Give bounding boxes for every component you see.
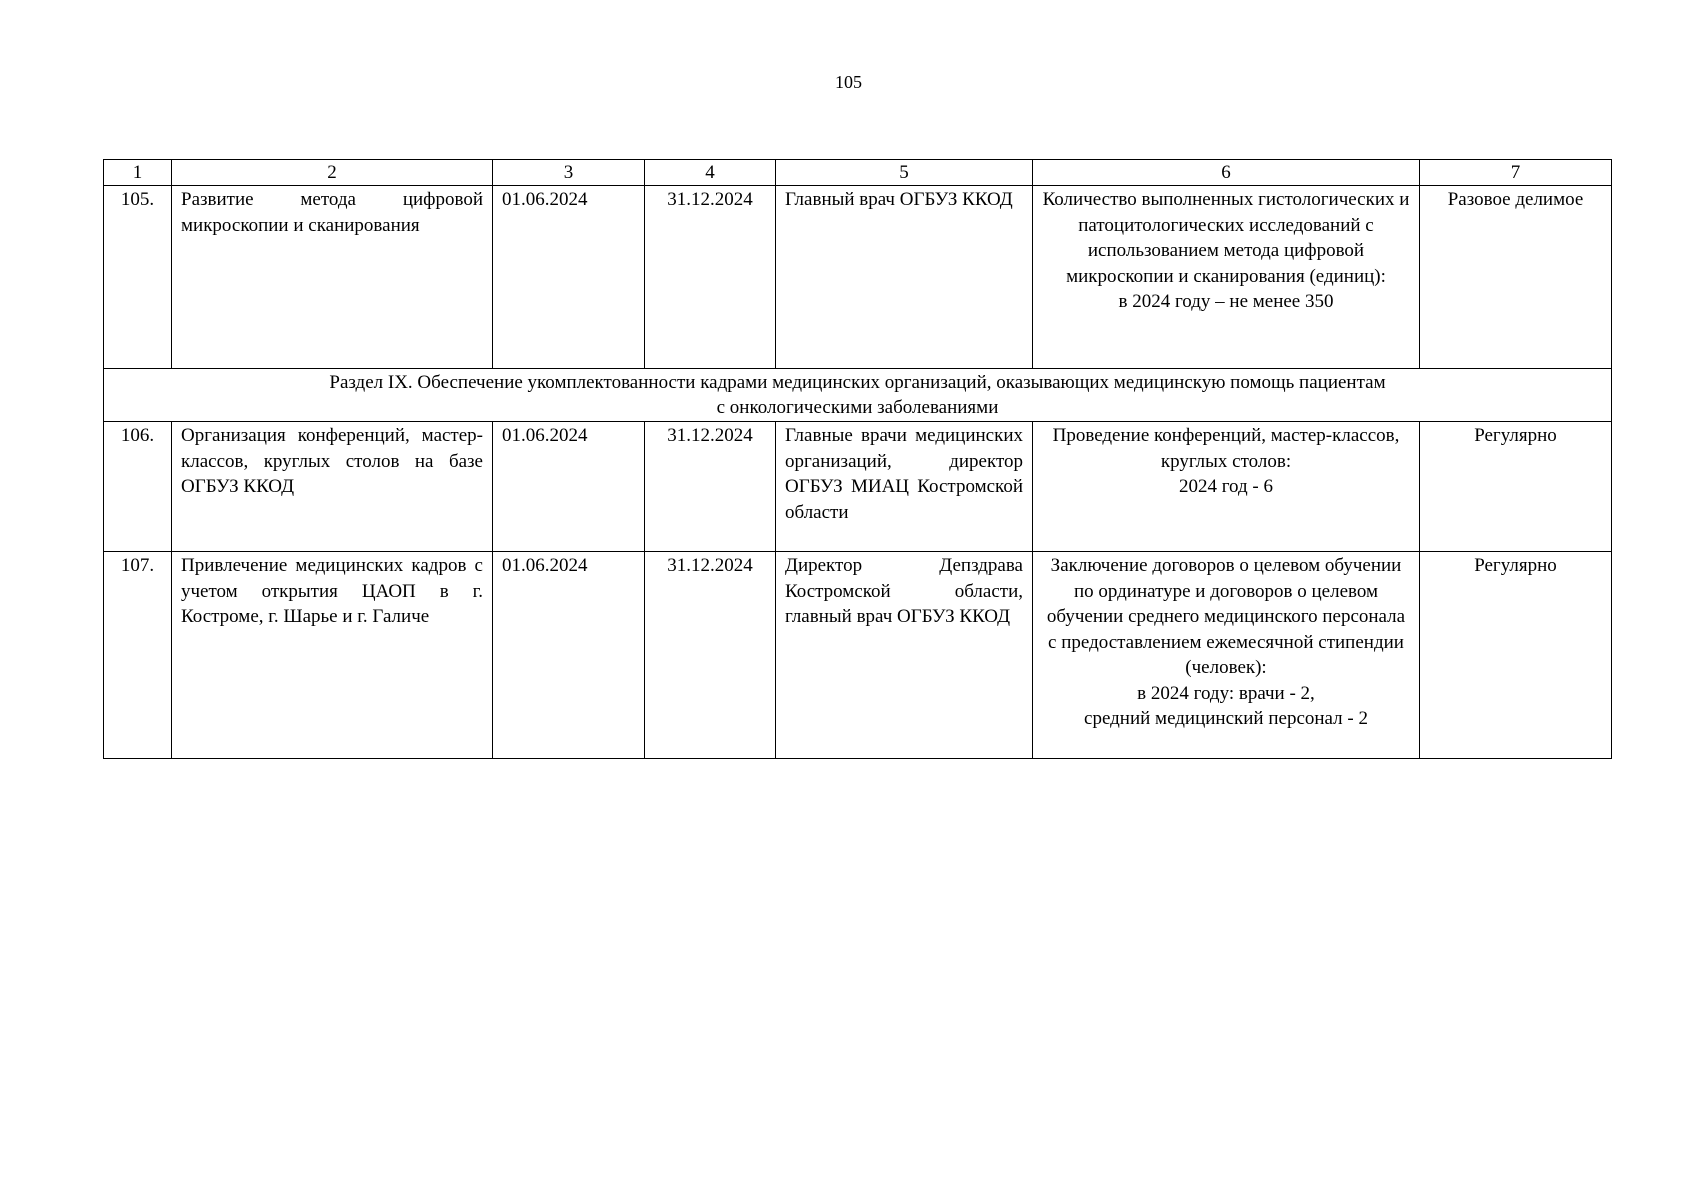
activity-cell: Привлечение медицинских кадров с учетом открытия ЦАОП в г. Костроме, г. Шарье и г. Галиче: [172, 552, 493, 759]
periodicity-cell: Разовое делимое: [1420, 186, 1612, 369]
indicator-text: Заключение договоров о целевом обучении по ординатуре и договоров о целевом обучении среднего медицинского персонала с предоставлением ежемесячной стипендии (человек):: [1046, 555, 1406, 678]
indicator-value: 2024 год - 6: [1178, 476, 1274, 497]
page-number: 105: [835, 72, 862, 92]
responsible-cell: Директор Депздрава Костромской области, главный врач ОГБУЗ ККОД: [776, 552, 1033, 759]
row-number: 105.: [104, 186, 172, 369]
section-heading: [104, 369, 1612, 422]
end-date-cell: 31.12.2024: [645, 422, 776, 552]
column-number-row: [104, 160, 1612, 186]
periodicity-cell: Регулярно: [1420, 552, 1612, 759]
column-number: 4: [645, 160, 776, 186]
table-row: [104, 552, 1612, 759]
column-number: 1: [104, 160, 172, 186]
indicator-cell: [1033, 552, 1420, 759]
indicator-value: в 2024 году – не менее 350: [1118, 291, 1334, 312]
start-date-cell: 01.06.2024: [493, 422, 645, 552]
column-number: 6: [1033, 160, 1420, 186]
activity-cell: Организация конференций, мастер-классов, круглых столов на базе ОГБУЗ ККОД: [172, 422, 493, 552]
action-plan-table: [103, 159, 1612, 759]
end-date-cell: 31.12.2024: [645, 186, 776, 369]
table-row: [104, 422, 1612, 552]
responsible-cell: Главные врачи медицинских организаций, директор ОГБУЗ МИАЦ Костромской области: [776, 422, 1033, 552]
section-heading-row: [104, 369, 1612, 422]
indicator-cell: [1033, 422, 1420, 552]
column-number: 2: [172, 160, 493, 186]
indicator-value: в 2024 году: врачи - 2,: [1137, 682, 1315, 704]
indicator-value: средний медицинский персонал - 2: [1084, 708, 1368, 729]
end-date-cell: 31.12.2024: [645, 552, 776, 759]
table-row: [104, 186, 1612, 369]
start-date-cell: 01.06.2024: [493, 186, 645, 369]
start-date-cell: 01.06.2024: [493, 552, 645, 759]
column-number: 7: [1420, 160, 1612, 186]
indicator-text: Проведение конференций, мастер-классов, круглых столов:: [1052, 425, 1400, 472]
column-number: 5: [776, 160, 1033, 186]
section-heading-line: с онкологическими заболеваниями: [716, 397, 999, 418]
row-number: 107.: [104, 552, 172, 759]
row-number: 106.: [104, 422, 172, 552]
indicator-cell: [1033, 186, 1420, 369]
periodicity-cell: Регулярно: [1420, 422, 1612, 552]
activity-cell: Развитие метода цифровой микроскопии и сканирования: [172, 186, 493, 369]
indicator-text: Количество выполненных гистологических и патоцитологических исследований с использованием метода цифровой микроскопии и сканирования (единиц):: [1042, 189, 1410, 287]
responsible-cell: Главный врач ОГБУЗ ККОД: [776, 186, 1033, 369]
column-number: 3: [493, 160, 645, 186]
section-heading-line: Раздел IX. Обеспечение укомплектованности кадрами медицинских организаций, оказывающих медицинскую помощь пациентам: [329, 372, 1386, 393]
